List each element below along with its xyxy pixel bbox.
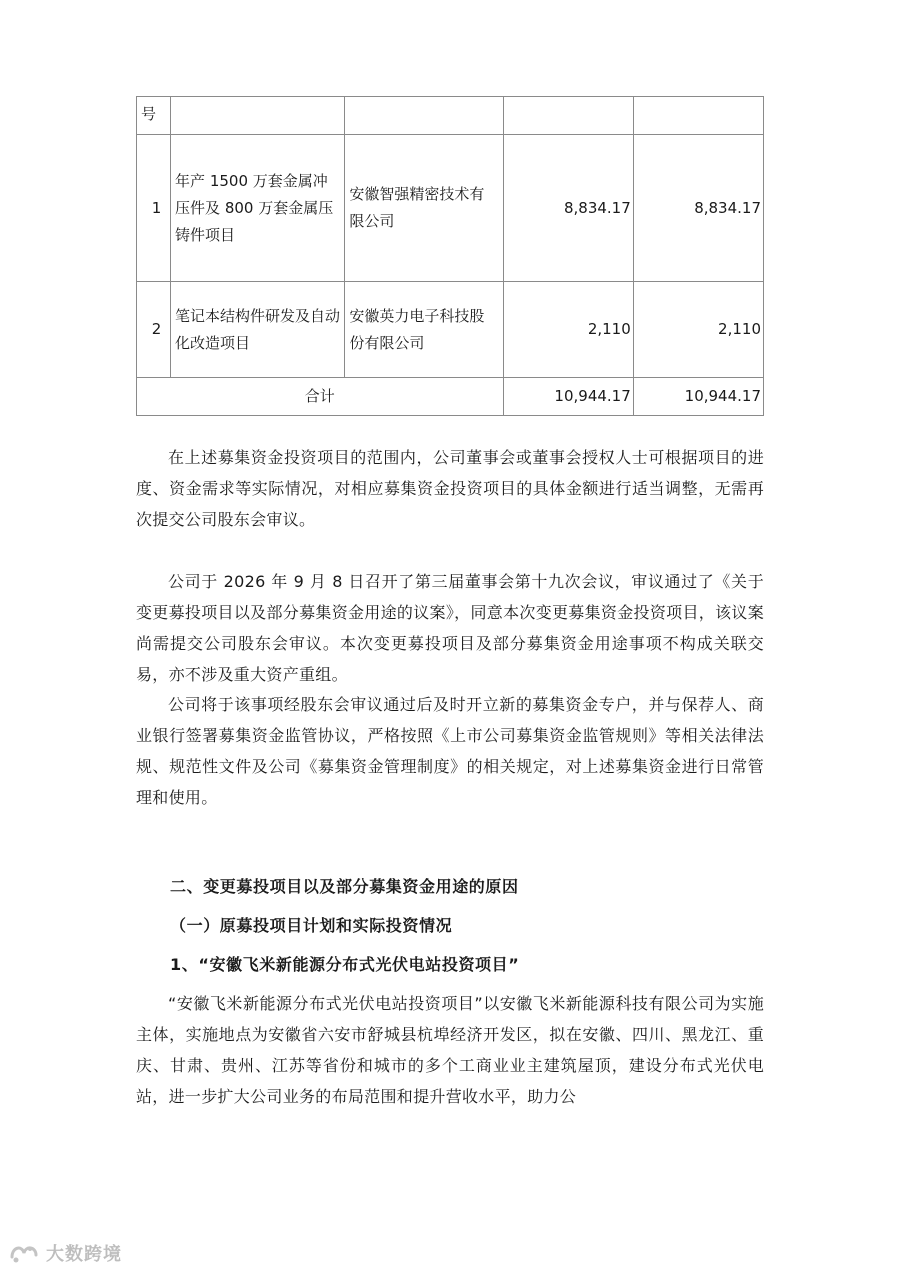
paragraph-text: “安徽飞米新能源分布式光伏电站投资项目”以安徽飞米新能源科技有限公司为实施主体，实施地点为安徽省六安市舒城县杭埠经济开发区，拟在安徽、四川、黑龙江、重庆、甘肃、贵州、江苏等省份和城市的多个工商业业主建筑屋顶，建设分布式光伏电站，进一步扩大公司业务的布局范围和提升营收水平，助力公	[136, 994, 764, 1106]
brand-logo-icon	[8, 1241, 42, 1265]
implementing-entity: 安徽英力电子科技股份有限公司	[345, 282, 503, 378]
investment-project-table	[136, 96, 764, 416]
header-cell-no: 号	[137, 97, 171, 135]
project-name: 年产 1500 万套金属冲压件及 800 万套金属压铸件项目	[171, 135, 345, 282]
section-heading: 二、变更募投项目以及部分募集资金用途的原因	[170, 877, 519, 896]
table-row	[137, 135, 764, 282]
paragraph-board-meeting	[136, 566, 764, 690]
amount-used: 2,110	[633, 282, 763, 378]
paragraph-text: 在上述募集资金投资项目的范围内，公司董事会或董事会授权人士可根据项目的进度、资金需求等实际情况，对相应募集资金投资项目的具体金额进行适当调整，无需再次提交公司股东会审议。	[136, 448, 764, 529]
project-name: 笔记本结构件研发及自动化改造项目	[171, 282, 345, 378]
header-cell-project	[171, 97, 345, 135]
table-total-row	[137, 378, 764, 416]
item-heading: 1、“安徽飞米新能源分布式光伏电站投资项目”	[170, 955, 520, 974]
table-header-row	[137, 97, 764, 135]
amount-total: 2,110	[503, 282, 633, 378]
amount-total: 8,834.17	[503, 135, 633, 282]
subsection-heading: （一）原募投项目计划和实际投资情况	[170, 916, 453, 935]
amount-used: 8,834.17	[633, 135, 763, 282]
total-label: 合计	[137, 378, 504, 416]
table-row	[137, 282, 764, 378]
paragraph-text: 公司将于该事项经股东会审议通过后及时开立新的募集资金专户，并与保荐人、商业银行签署募集资金监管协议，严格按照《上市公司募集资金监管规则》等相关法律法规、规范性文件及公司《募集资金管理制度》的相关规定，对上述募集资金进行日常管理和使用。	[136, 695, 764, 807]
header-cell-amount-used	[633, 97, 763, 135]
paragraph-text: 公司于 2026 年 9 月 8 日召开了第三届董事会第十九次会议，审议通过了《关于变更募投项目以及部分募集资金用途的议案》，同意本次变更募集资金投资项目，该议案尚需提交公司股东会审议。本次变更募投项目及部分募集资金用途事项不构成关联交易，亦不涉及重大资产重组。	[136, 572, 764, 684]
total-amount-used: 10,944.17	[633, 378, 763, 416]
implementing-entity: 安徽智强精密技术有限公司	[345, 135, 503, 282]
header-cell-amount-total	[503, 97, 633, 135]
paragraph-project-description	[136, 988, 764, 1112]
paragraph-fund-account	[136, 689, 764, 813]
row-number: 2	[137, 282, 171, 378]
paragraph-adjustment	[136, 442, 764, 535]
header-cell-entity	[345, 97, 503, 135]
watermark	[8, 1238, 122, 1268]
total-amount-total: 10,944.17	[503, 378, 633, 416]
row-number: 1	[137, 135, 171, 282]
watermark-text: 大数跨境	[46, 1244, 122, 1265]
